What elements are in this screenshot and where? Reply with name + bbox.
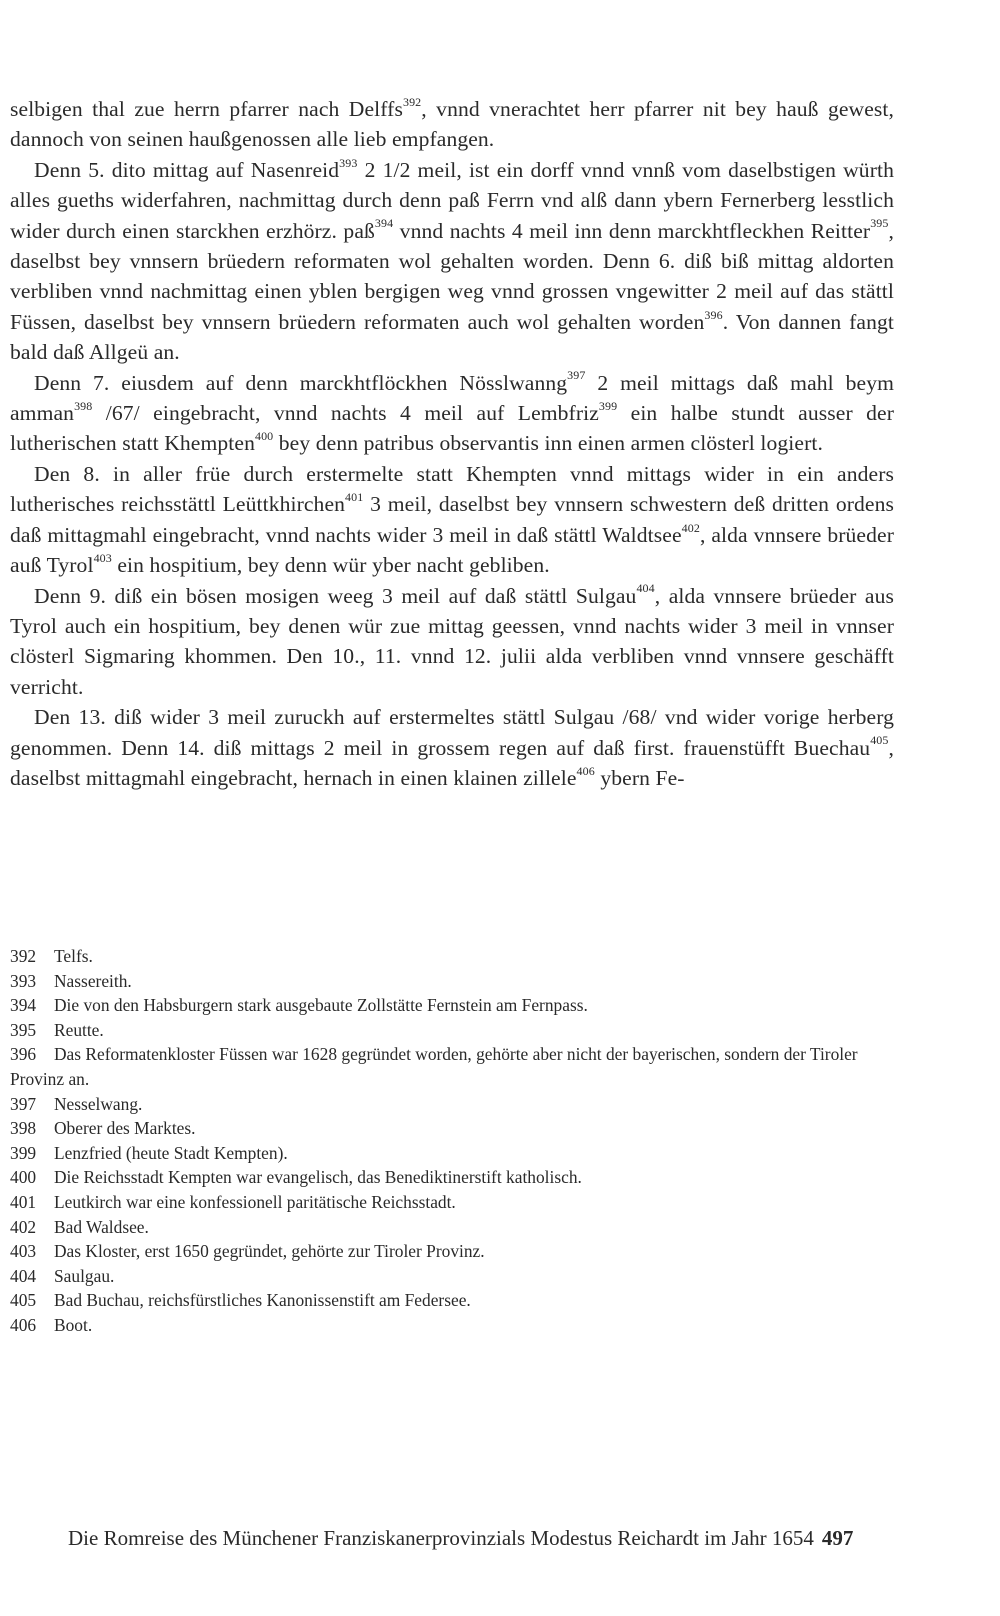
footnote-number: 395	[10, 1019, 37, 1040]
footnote-ref: 393	[339, 155, 358, 170]
footnote-text: Nassereith.	[54, 970, 132, 991]
footnote-number: 405	[10, 1290, 37, 1311]
footnote-number: 397	[10, 1093, 37, 1114]
text-run: Den 13. diß wider 3 meil zuruckh auf erstermeltes stättl Sulgau /68/ vnd wider vorige herberg genommen. Denn 14. diß mittags 2 meil in grossem regen auf daß first. frauenstüfft Buechau	[10, 705, 894, 760]
footnote	[10, 993, 894, 1018]
footnote-text: Nesselwang.	[54, 1093, 143, 1114]
footnote-number: 403	[10, 1241, 37, 1262]
footnote	[10, 1239, 894, 1264]
paragraph	[10, 581, 894, 703]
text-run: Denn 7. eiusdem auf denn marckhtflöckhen Nösslwanng	[34, 370, 568, 395]
text-run: . Von dannen fangt bald daß Allgeü an.	[10, 309, 894, 365]
text-run: , alda vnnsere brüeder auß Tyrol	[10, 522, 894, 578]
footnote-number: 406	[10, 1314, 37, 1335]
footnote-number: 394	[10, 995, 37, 1016]
footnote-text: Das Reformatenkloster Füssen war 1628 gegründet worden, gehörte aber nicht der bayerischen, sondern der Tiroler Provinz an.	[10, 1044, 858, 1089]
footnote-ref: 397	[567, 368, 586, 383]
text-run: , daselbst mittagmahl eingebracht, hernach in einen klainen zillele	[10, 735, 894, 790]
text-run: , daselbst bey vnnsern brüedern reformaten wol gehalten worden. Denn 6. diß biß mittag aldorten verbliben vnnd nachmittag einen yblen bergigen weg vnnd grossen vngewitter 2 meil auf das stättl Füssen, daselbst bey vnnsern brüedern reformaten auch wol gehalten worden	[10, 218, 894, 334]
footnote	[10, 969, 894, 994]
text-run: , vnnd vnerachtet herr pfarrer nit bey hauß gewest, dannoch von seinen haußgenossen alle lieb empfangen.	[10, 97, 894, 152]
footnote-ref: 401	[345, 490, 364, 505]
footnote-text: Oberer des Marktes.	[54, 1118, 196, 1139]
footnote-text: Bad Buchau, reichsfürstliches Kanonissenstift am Federsee.	[54, 1290, 471, 1311]
page-footer	[68, 1524, 898, 1552]
footnote-ref: 400	[254, 429, 274, 444]
main-text	[10, 94, 894, 793]
footnote-text: Lenzfried (heute Stadt Kempten).	[54, 1142, 288, 1163]
text-run: bey denn patribus observantis inn einen armen clösterl logiert.	[273, 431, 823, 456]
footnote	[10, 1042, 894, 1091]
footnote	[10, 1215, 894, 1240]
text-run: Denn 5. dito mittag auf Nasenreid	[34, 157, 340, 182]
footnote	[10, 1092, 894, 1117]
footnote-text: Das Kloster, erst 1650 gegründet, gehörte zur Tiroler Provinz.	[54, 1241, 485, 1262]
footnote-number: 404	[10, 1265, 37, 1286]
text-run: 3 meil, daselbst bey vnnsern schwestern deß dritten ordens daß mittagmahl eingebracht, vnnd nachts wider 3 meil in daß stättl Waldtsee	[10, 492, 895, 547]
footnote-text: Reutte.	[54, 1019, 104, 1040]
footnote-ref: 406	[576, 763, 595, 778]
footnote-text: Telfs.	[54, 946, 93, 966]
text-run: ybern Fe-	[594, 765, 685, 790]
footnote	[10, 1018, 894, 1043]
running-title: Die Romreise des Münchener Franziskanerprovinzials Modestus Reichardt im Jahr 1654	[68, 1526, 814, 1550]
footnote	[10, 1165, 894, 1190]
footnote-number: 398	[10, 1118, 37, 1139]
footnote-number: 396	[10, 1044, 37, 1065]
text-run: vnnd nachts 4 meil inn denn marckhtfleckhen Reitter	[393, 218, 871, 243]
text-run: selbigen thal zue herrn pfarrer nach Delffs	[10, 97, 403, 121]
text-run: ein hospitium, bey denn wür yber nacht gebliben.	[111, 553, 550, 578]
footnote-ref: 395	[870, 216, 889, 231]
footnote	[10, 1288, 894, 1313]
text-run: Denn 9. diß ein bösen mosigen weeg 3 meil auf daß stättl Sulgau	[34, 583, 637, 608]
footnote	[10, 944, 894, 969]
footnote-number: 400	[10, 1167, 37, 1188]
page-number: 497	[821, 1526, 854, 1550]
paragraph	[10, 155, 894, 368]
footnote-number: 393	[10, 970, 37, 991]
footnote-text: Saulgau.	[54, 1265, 115, 1286]
footnote	[10, 1313, 894, 1338]
footnote-text: Boot.	[54, 1314, 93, 1335]
text-run: Den 8. in aller früe durch erstermelte statt Khempten vnnd mittags wider in ein anders lutherisches reichsstättl Leüttkhirchen	[10, 461, 894, 517]
footnote-ref: 404	[636, 581, 655, 596]
footnote-text: Die von den Habsburgern stark ausgebaute Zollstätte Fernstein am Fernpass.	[54, 995, 588, 1016]
footnote-ref: 392	[402, 94, 422, 109]
footnote	[10, 1116, 894, 1141]
footnote-ref: 398	[74, 398, 93, 413]
footnote-ref: 394	[374, 216, 394, 231]
footnote	[10, 1141, 894, 1166]
footnote-ref: 403	[93, 550, 112, 565]
text-run: ein halbe stundt ausser der lutherischen statt Khempten	[10, 401, 895, 456]
footnote-ref: 405	[870, 733, 889, 748]
footnote-ref: 396	[704, 307, 723, 322]
footnote-text: Bad Waldsee.	[54, 1216, 149, 1237]
footnote-text: Die Reichsstadt Kempten war evangelisch, das Benediktinerstift katholisch.	[54, 1167, 582, 1188]
paragraph	[10, 459, 894, 581]
footnote-number: 399	[10, 1142, 37, 1163]
footnote-number: 402	[10, 1216, 37, 1237]
footnote-ref: 402	[681, 520, 700, 535]
text-run: 2 1/2 meil, ist ein dorff vnnd vnnß vom daselbstigen würth alles gueths widerfahren, nachmittag durch denn paß Ferrn vnd alß dann ybern Fernerberg lesstlich wider durch einen starckhen erzhörz. paß	[10, 157, 894, 243]
footnote	[10, 1264, 894, 1289]
body-text	[10, 94, 894, 793]
text-run: 2 meil mittags daß mahl beym amman	[10, 370, 894, 426]
text-run: /67/ eingebracht, vnnd nachts 4 meil auf Lembfriz	[92, 401, 599, 426]
footnote	[10, 1190, 894, 1215]
paragraph	[10, 94, 894, 155]
text-run: , alda vnnsere brüeder aus Tyrol auch ein hospitium, bey denen wür zue mittag geessen, vnnd nachts wider 3 meil in vnnser clösterl Sigmaring khommen. Den 10., 11. vnnd 12. julii alda verbliben vnnd vnnsere geschäfft verricht.	[10, 583, 895, 699]
footnote-text: Leutkirch war eine konfessionell paritätische Reichsstadt.	[54, 1191, 456, 1212]
footnote-number: 392	[10, 946, 37, 966]
footnote-ref: 399	[598, 398, 618, 413]
footnotes	[10, 944, 894, 1338]
paragraph	[10, 702, 894, 793]
paragraph	[10, 368, 894, 459]
footnote-number: 401	[10, 1191, 37, 1212]
